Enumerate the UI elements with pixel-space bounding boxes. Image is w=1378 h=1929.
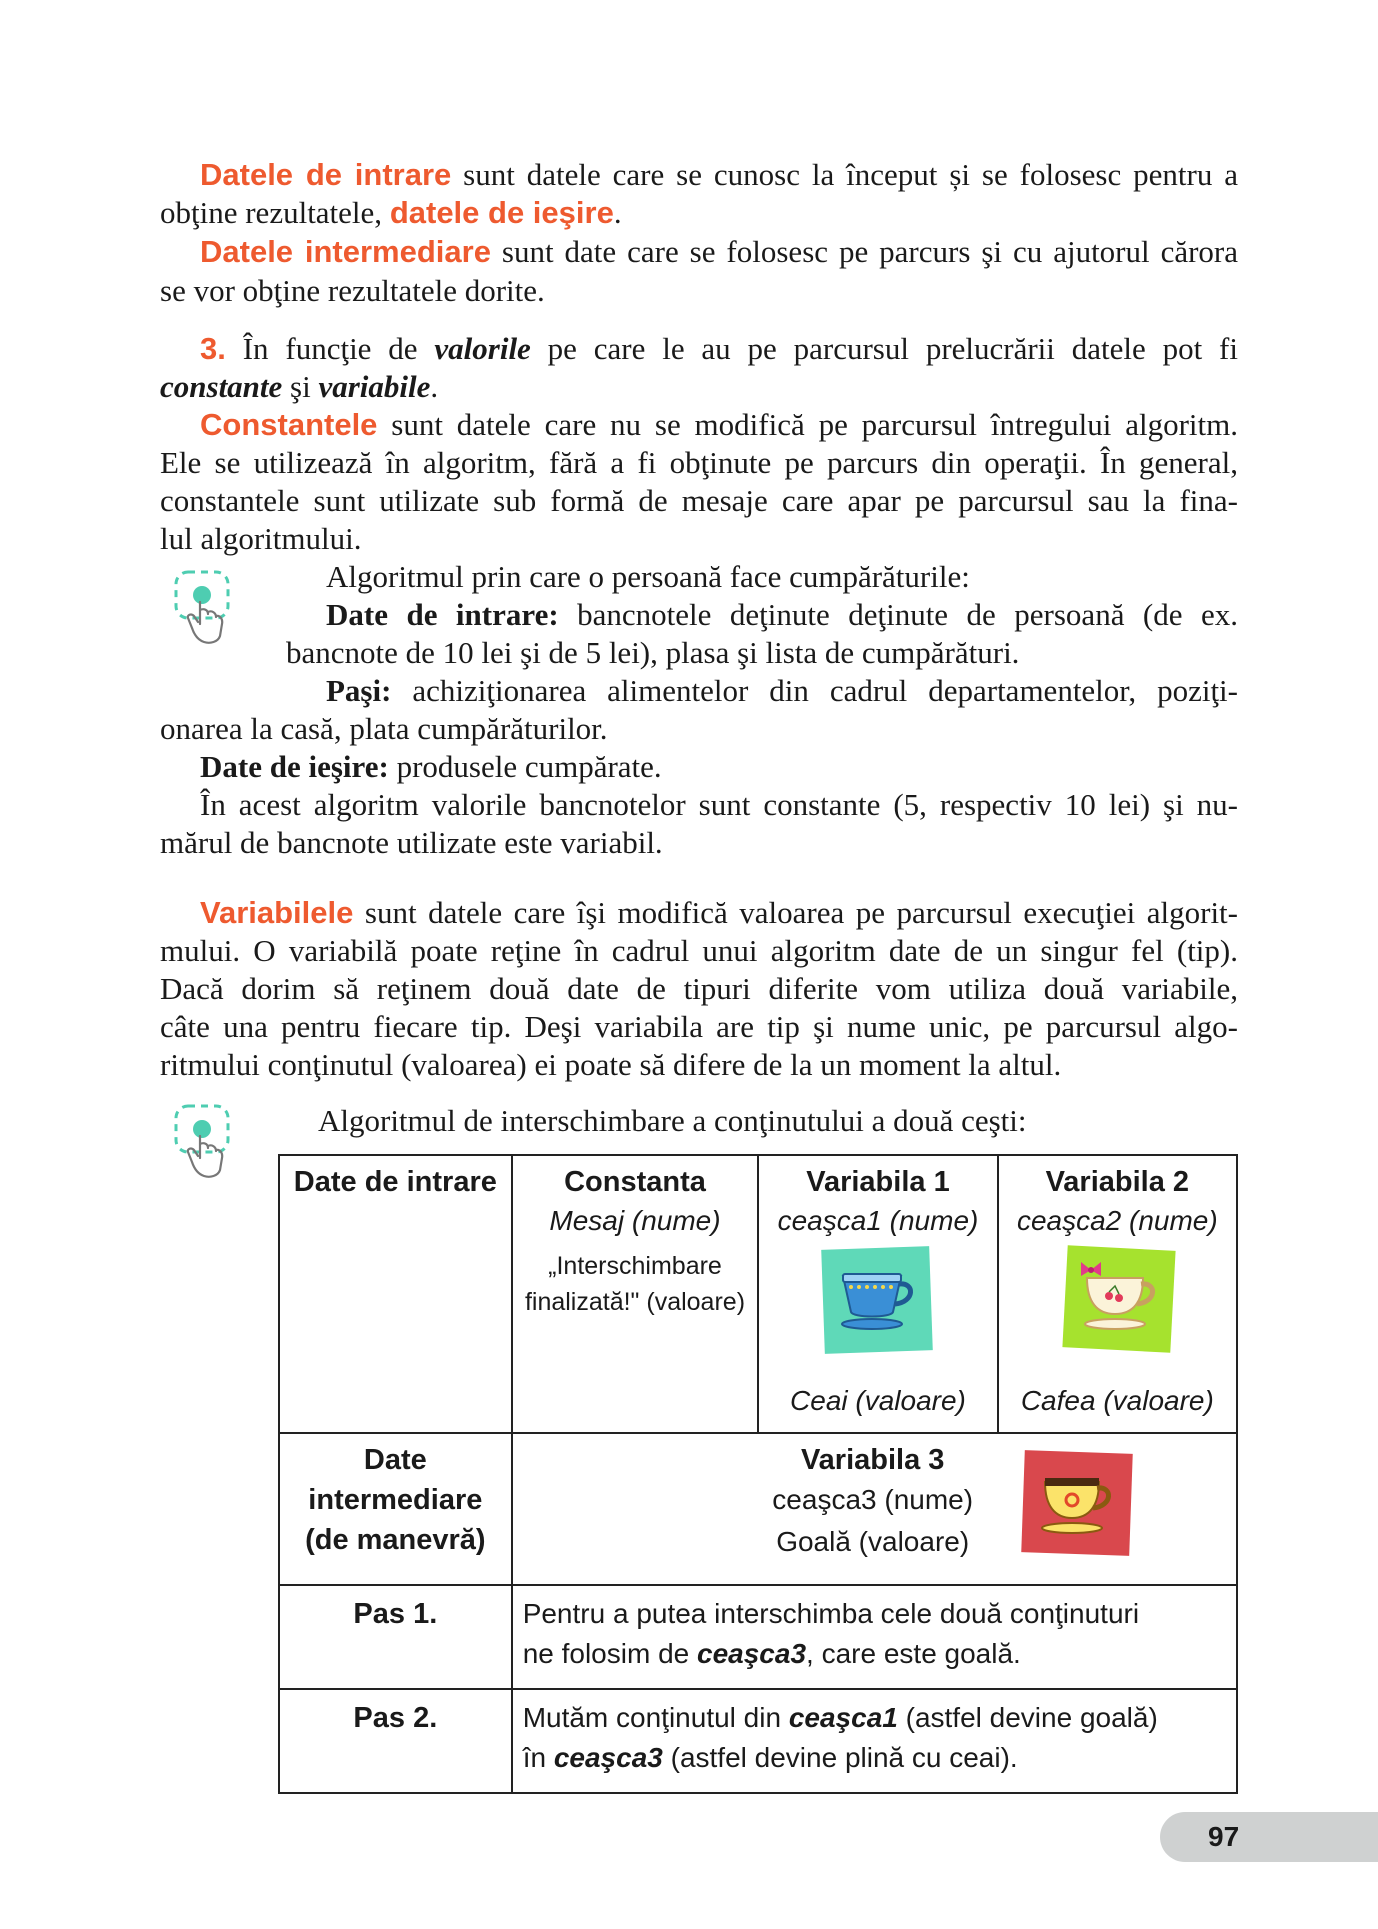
text: produsele cumpărate. [388,749,662,784]
table-row [279,1433,1237,1585]
variable3-heading: Variabila 3 [800,1444,945,1476]
variable2-name: ceaşca2 (nume) [1016,1205,1218,1236]
para-point3-line1 [200,330,1238,368]
variable3-name: ceaşca3 (nume) [772,1484,974,1515]
text: în [522,1742,554,1773]
emphasis: variabile [318,369,431,404]
text: sunt datele care nu se modifică pe parcursul întregului algoritm. [377,407,1238,442]
text: şi [282,369,319,404]
variable-ref: ceaşca3 [697,1638,807,1669]
teacup-red-icon [1019,1448,1135,1558]
example2-intro: Algoritmul de interschimbare a conţinutului a două ceşti: [318,1103,1027,1138]
variable-ref: ceaşca1 [788,1702,898,1733]
row-label-intermediate-line3: (de manevră) [305,1524,486,1556]
para-constants-line2: Ele se utilizează în algoritm, fără a fi obţinute pe parcurs din operaţii. În general, [160,445,1238,480]
text: sunt date care se folosesc pe parcurs şi cu ajutorul cărora [490,234,1238,269]
step1-label: Pas 1. [279,1585,512,1689]
constant-value-line1: „Interschimbare [548,1252,722,1280]
para-constants-line3: constantele sunt utilizate sub formă de mesaje care apar pe parcursul sau la fina- [160,483,1238,518]
text: , care este goală. [806,1638,1021,1669]
step1-line1: Pentru a putea interschimba cele două conţinuturi [522,1598,1140,1629]
label-input: Date de intrare: [326,597,559,632]
table-row [279,1689,1237,1793]
label-steps: Paşi: [326,673,392,708]
para-intermediate-line2: se vor obţine rezultatele dorite. [160,273,545,308]
para-variables-line3: Dacă dorim să reţinem două date de tipuri diferite vom utiliza două variabile, [160,971,1238,1006]
touch-hand-icon [170,566,240,646]
para-variables-line5: ritmului conţinutul (valoarea) ei poate să difere de la un moment la altul. [160,1047,1062,1082]
example1-steps-line2: onarea la casă, plata cumpărăturilor. [160,711,608,746]
term-variables: Variabilele [200,895,354,930]
emphasis: valorile [434,331,531,366]
example1-output [200,748,1238,786]
para-variables-line2: mului. O variabilă poate reţine în cadrul unui algoritm date de un singur fel (tip). [160,933,1238,968]
variable1-heading: Variabila 1 [806,1166,950,1198]
text: Mutăm conţinutul din [522,1702,789,1733]
page-number-tab [1160,1812,1378,1862]
step2-line1 [523,1698,1226,1738]
term-output-data: datele de ieşire [389,195,614,230]
table-cell [279,1155,512,1433]
constant-name: Mesaj (nume) [549,1205,721,1236]
term-constants: Constantele [200,407,378,442]
algorithm-table [278,1154,1238,1794]
variable-ref: ceaşca3 [553,1742,663,1773]
table-row [279,1585,1237,1689]
para-point3-line2 [160,368,1240,406]
para-intermediate-line1 [200,233,1238,271]
para-input-data-line1 [200,156,1238,194]
text: sunt datele care îşi modifică valoarea pe parcursul execuţiei algorit- [353,895,1238,930]
step2-text [512,1689,1237,1793]
term-intermediate-data: Datele intermediare [200,234,491,269]
example1-input-line2: bancnote de 10 lei şi de 5 lei), plasa şi lista de cumpărături. [286,635,1020,670]
teacup-bow-icon [1061,1244,1177,1354]
teacup-blue-icon [821,1246,933,1354]
constant-heading: Constanta [564,1166,706,1198]
table-row [279,1155,1237,1433]
row-label-intermediate-line2: intermediare [308,1484,483,1516]
table-cell-variable1 [758,1155,997,1433]
table-cell-variable3 [512,1433,1237,1585]
example1-note-line1: În acest algoritm valorile bancnotelor sunt constante (5, respectiv 10 lei) şi nu- [200,787,1238,822]
text: . [613,195,622,230]
text: . [430,369,439,404]
text: ne folosim de [522,1638,698,1669]
example1-note-line2: mărul de bancnote utilizate este variabil. [160,825,663,860]
variable1-name: ceaşca1 (nume) [777,1205,979,1236]
touch-hand-icon [170,1100,240,1180]
text: obţine rezultatele, [160,195,390,230]
table-cell [279,1433,512,1585]
step1-line2 [523,1634,1226,1674]
text: pe care le au pe parcursul prelucrării datele pot fi [530,331,1238,366]
constant-value-line2: finalizată!" (valoare) [524,1288,746,1316]
step2-line2 [523,1738,1226,1778]
variable2-heading: Variabila 2 [1045,1166,1190,1198]
variable1-value: Ceai (valoare) [790,1385,966,1416]
table-cell-variable2 [998,1155,1237,1433]
text: (astfel devine plină cu ceai). [662,1742,1018,1773]
variable2-value: Cafea (valoare) [1020,1385,1214,1416]
example1-input-line1 [326,596,1238,634]
step1-text [512,1585,1237,1689]
para-constants-line4: lul algoritmului. [160,521,362,556]
para-input-data-line2 [160,194,1240,232]
term-input-data: Datele de intrare [200,157,452,192]
example1-intro: Algoritmul prin care o persoană face cumpărăturile: [326,559,970,594]
row-label-input-data: Date de intrare [293,1166,497,1198]
text: achiziţionarea alimentelor din cadrul departamentelor, poziţi- [391,673,1238,708]
text: În funcţie de [225,331,435,366]
point-number: 3. [200,331,226,366]
label-output: Date de ieşire: [200,749,389,784]
text: bancnotele deţinute deţinute de persoană (de ex. [558,597,1239,632]
variable3-value: Goală (valoare) [776,1526,970,1557]
para-variables-line1 [200,894,1238,932]
page-number: 97 [1208,1821,1240,1852]
row-label-intermediate-line1: Date [363,1444,427,1476]
para-constants-line1 [200,406,1238,444]
variable3-block [753,1440,993,1564]
para-variables-line4: câte una pentru fiecare tip. Deşi variabila are tip şi nume unic, pe parcursul algo- [160,1009,1238,1044]
table-cell-constant [512,1155,759,1433]
example1-steps-line1 [326,672,1238,710]
step2-label: Pas 2. [279,1689,512,1793]
text: (astfel devine goală) [897,1702,1158,1733]
emphasis: constante [160,369,283,404]
text: sunt datele care se cunosc la început și se folosesc pentru a [451,157,1238,192]
